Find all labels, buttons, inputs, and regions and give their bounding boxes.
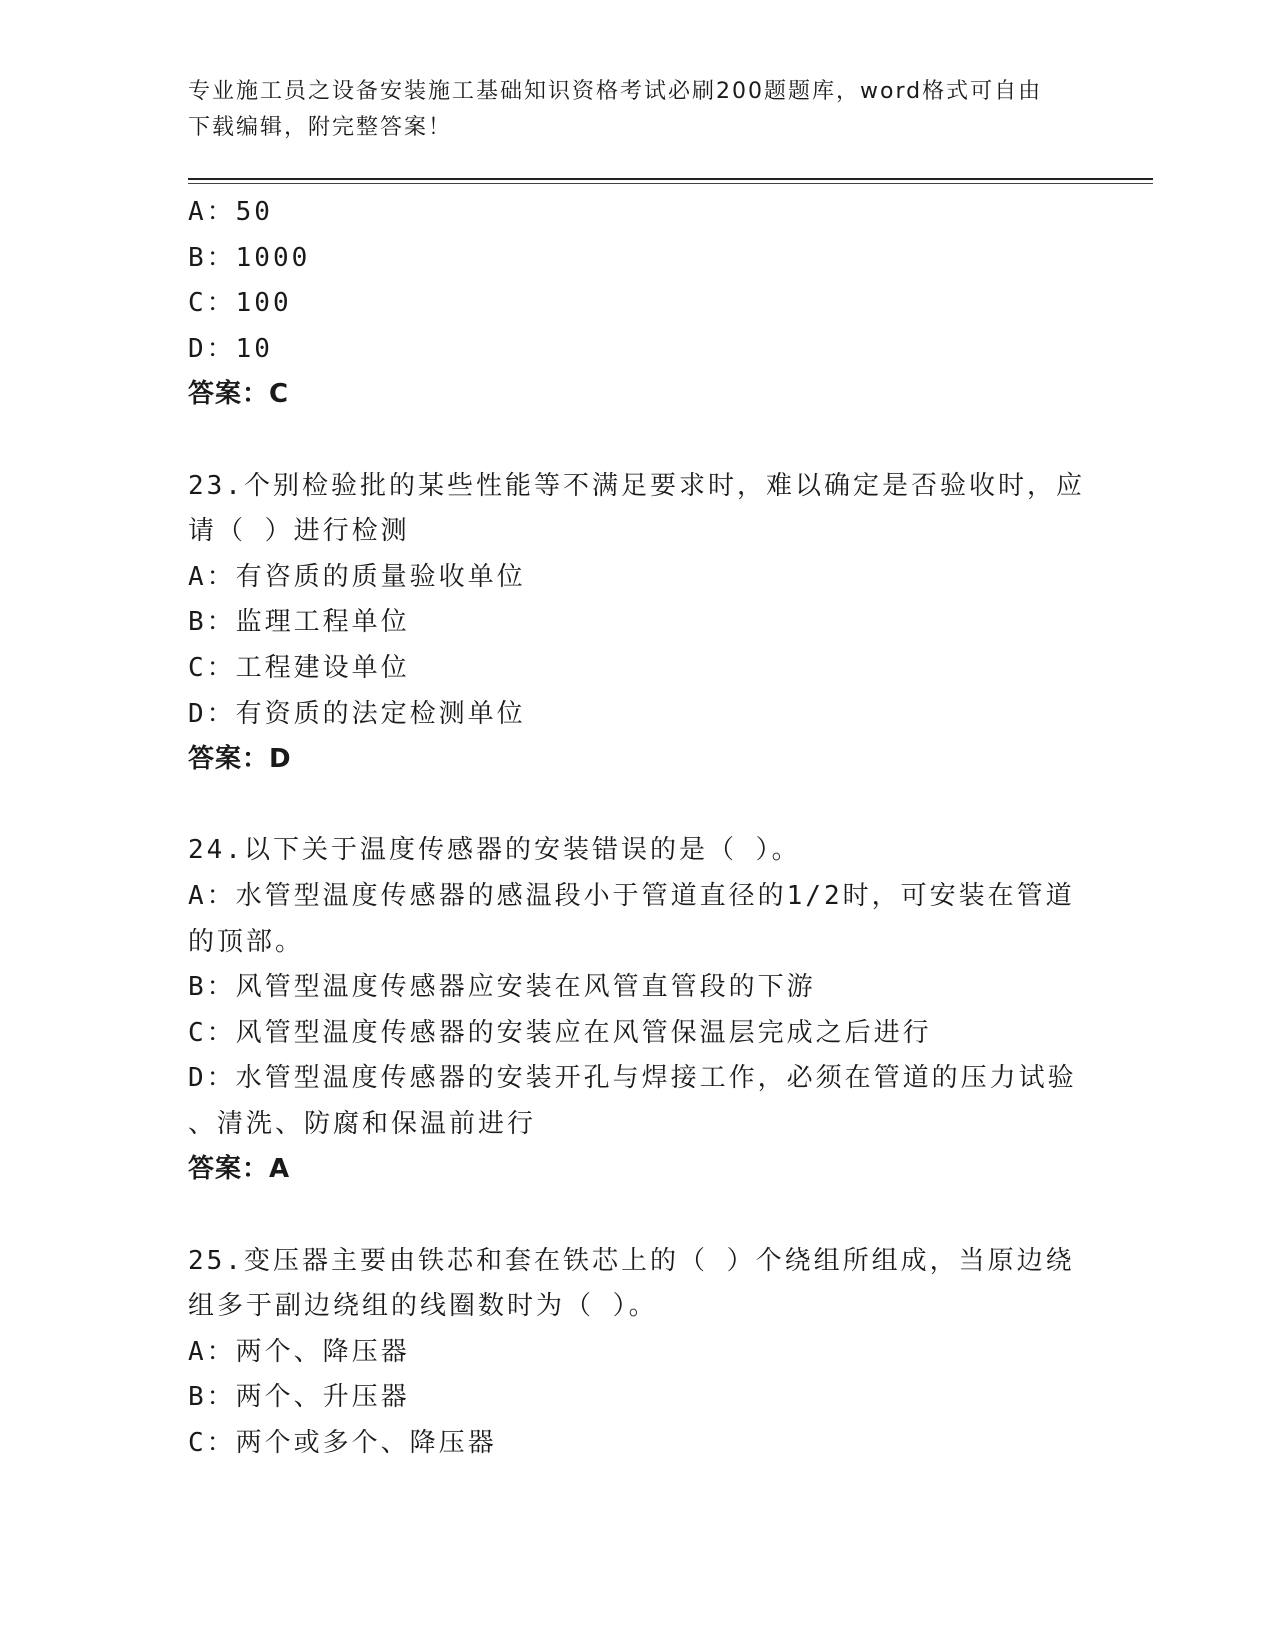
- answer: 答案：D: [188, 744, 292, 775]
- option-d: D：有资质的法定检测单位: [188, 698, 526, 729]
- question-stem-line-2: 组多于副边绕组的线圈数时为（ ）。: [188, 1291, 658, 1322]
- option-a: A：有咨质的质量验收单位: [188, 561, 526, 592]
- option-c: C：风管型温度传感器的安装应在风管保温层完成之后进行: [188, 1017, 932, 1048]
- option-b: B：监理工程单位: [188, 607, 410, 638]
- option-c: C：两个或多个、降压器: [188, 1428, 497, 1459]
- option-a: A：两个、降压器: [188, 1336, 410, 1367]
- spacer: [188, 783, 1088, 829]
- question-25: [188, 1239, 1088, 1467]
- document-header: [188, 74, 1088, 146]
- question-stem: 24.以下关于温度传感器的安装错误的是（ ）。: [188, 835, 801, 866]
- header-title-line-1: 专业施工员之设备安装施工基础知识资格考试必刷200题题库，word格式可自由: [188, 79, 1043, 104]
- answer: 答案：C: [188, 379, 290, 410]
- header-divider-thick: [188, 178, 1153, 180]
- question-stem-line-1: 25.变压器主要由铁芯和套在铁芯上的（ ）个绕组所组成，当原边绕: [188, 1245, 1075, 1276]
- question-23: [188, 464, 1088, 783]
- option-d-line-2: 、清洗、防腐和保温前进行: [188, 1108, 537, 1139]
- option-b: B：风管型温度传感器应安装在风管直管段的下游: [188, 972, 816, 1003]
- option-a: A：50: [188, 197, 273, 227]
- option-b: B：1000: [188, 242, 311, 273]
- option-b: B：两个、升压器: [188, 1382, 410, 1413]
- option-c: C：100: [188, 288, 292, 319]
- option-a-line-1: A：水管型温度传感器的感温段小于管道直径的1/2时，可安装在管道: [188, 880, 1075, 911]
- option-a-line-2: 的顶部。: [188, 926, 305, 957]
- question-content: [188, 190, 1088, 1467]
- header-title-line-2: 下载编辑，附完整答案！: [188, 115, 453, 140]
- question-24: [188, 828, 1088, 1193]
- question-stem-line-1: 23.个别检验批的某些性能等不满足要求时，难以确定是否验收时，应: [188, 470, 1085, 501]
- option-d-line-1: D：水管型温度传感器的安装开孔与焊接工作，必须在管道的压力试验: [188, 1063, 1077, 1094]
- answer: 答案：A: [188, 1154, 291, 1185]
- question-stem-line-2: 请（ ）进行检测: [188, 516, 410, 547]
- option-c: C：工程建设单位: [188, 652, 410, 683]
- question-22: [188, 190, 1088, 418]
- header-divider-thin: [188, 183, 1153, 184]
- spacer: [188, 1193, 1088, 1239]
- option-d: D：10: [188, 333, 273, 364]
- spacer: [188, 418, 1088, 464]
